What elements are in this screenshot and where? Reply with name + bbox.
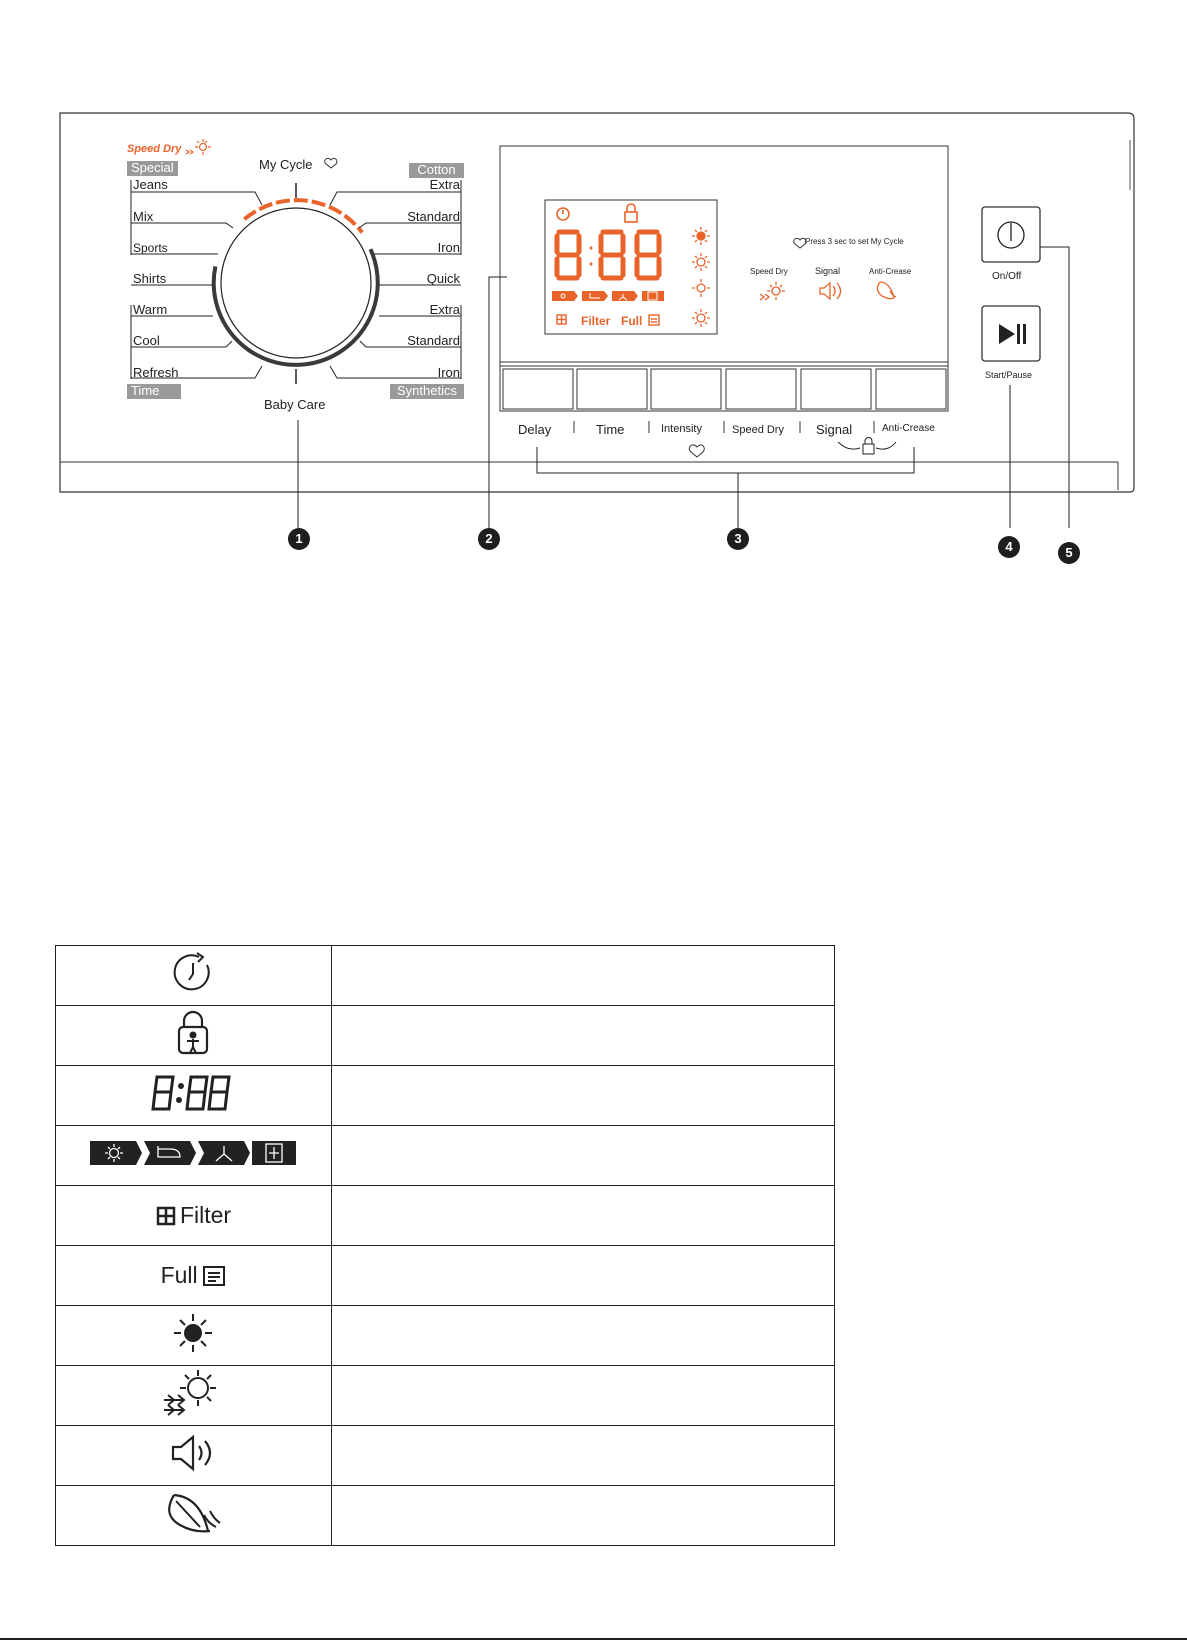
program-shirts[interactable]: Shirts	[133, 271, 167, 286]
display-full-label: Full	[621, 314, 643, 328]
my-cycle-dial-label: My Cycle	[259, 157, 313, 172]
option-label-anti-crease: Anti-Crease	[869, 267, 912, 276]
option-label-speed-dry: Speed Dry	[750, 267, 788, 276]
signal-speaker-icon	[169, 1432, 217, 1474]
on-off-button[interactable]	[982, 207, 1040, 262]
start-pause-label: Start/Pause	[985, 370, 1033, 380]
delay-timer-icon	[171, 951, 215, 995]
synthetics-group-tag: Synthetics	[390, 384, 464, 399]
my-cycle-top-heart-icon	[325, 158, 337, 168]
program-cotton-extra[interactable]: Extra	[429, 177, 460, 192]
digit-display-icon	[151, 1073, 235, 1113]
table-row	[56, 1246, 835, 1306]
display-filter-icon	[557, 315, 566, 324]
program-warm[interactable]: Warm	[133, 302, 168, 317]
option-anti-crease-icon	[877, 282, 896, 299]
program-cotton-iron[interactable]: Iron	[437, 240, 460, 255]
intensity-button[interactable]: Intensity	[661, 423, 702, 435]
speed-dry-icon	[160, 1368, 226, 1418]
my-cycle-hint: Press 3 sec to set My Cycle	[805, 237, 904, 246]
delay-button[interactable]: Delay	[518, 422, 552, 437]
program-jeans[interactable]: Jeans	[133, 177, 168, 192]
display-filter-label: Filter	[581, 314, 611, 328]
speed-dry-dial-label: Speed Dry	[127, 143, 182, 155]
tank-full-icon	[202, 1265, 226, 1287]
option-speed-dry-icon	[760, 282, 785, 300]
callout-3: 3	[727, 528, 749, 550]
callout-4: 4	[998, 536, 1020, 558]
display-stage-strip	[552, 291, 664, 301]
on-off-label: On/Off	[992, 271, 1022, 282]
my-cycle-heart-icon	[689, 445, 704, 457]
speed-dry-top-icon	[186, 139, 211, 155]
program-synth-extra[interactable]: Extra	[429, 302, 460, 317]
child-lock-icon	[173, 1009, 213, 1057]
special-group-tag: Special	[127, 161, 178, 176]
program-refresh[interactable]: Refresh	[133, 365, 179, 380]
cotton-group-tag: Cotton	[409, 163, 464, 178]
table-row	[56, 1426, 835, 1486]
table-row	[56, 1126, 835, 1186]
signal-button[interactable]: Signal	[816, 422, 853, 437]
display-full-tank-icon	[649, 315, 659, 325]
table-row	[56, 946, 835, 1006]
program-synth-iron[interactable]: Iron	[437, 365, 460, 380]
program-quick[interactable]: Quick	[426, 271, 460, 286]
baby-care-dial-label: Baby Care	[264, 397, 326, 412]
program-mix[interactable]: Mix	[133, 209, 154, 224]
anti-crease-button[interactable]: Anti-Crease	[882, 423, 935, 434]
table-row	[56, 1486, 835, 1546]
page-bottom-rule	[0, 1638, 1187, 1640]
callout-5: 5	[1058, 542, 1080, 564]
display-level-icons	[692, 227, 710, 327]
filter-label: Filter	[179, 1202, 232, 1228]
option-label-signal: Signal	[815, 266, 841, 276]
display-delay-icon	[557, 208, 569, 220]
start-pause-button[interactable]	[982, 306, 1040, 361]
time-button[interactable]: Time	[596, 422, 625, 437]
program-cool[interactable]: Cool	[133, 333, 160, 348]
callout-1: 1	[288, 528, 310, 550]
program-dial[interactable]	[214, 183, 378, 384]
callout-2: 2	[478, 528, 500, 550]
table-row	[56, 1066, 835, 1126]
filter-icon	[156, 1206, 176, 1226]
icon-legend-table	[55, 945, 835, 1546]
table-row	[56, 1006, 835, 1066]
control-panel-drawing	[0, 0, 1187, 600]
table-row	[56, 1186, 835, 1246]
child-lock-link-icon	[863, 438, 874, 454]
table-row	[56, 1366, 835, 1426]
time-group-tag: Time	[127, 384, 181, 399]
speed-dry-button[interactable]: Speed Dry	[732, 424, 784, 436]
drying-stage-icons	[88, 1138, 298, 1168]
display-digits	[557, 232, 659, 278]
table-row	[56, 1306, 835, 1366]
button-strip-frames	[503, 369, 946, 409]
program-cotton-standard[interactable]: Standard	[407, 209, 460, 224]
anti-crease-icon	[164, 1491, 222, 1535]
full-label: Full	[160, 1262, 198, 1288]
program-synth-standard[interactable]: Standard	[407, 333, 460, 348]
program-sports[interactable]: Sports	[133, 241, 168, 255]
option-signal-icon	[820, 283, 841, 299]
dryness-sun-icon	[171, 1311, 215, 1355]
display-lock-icon	[625, 204, 637, 222]
